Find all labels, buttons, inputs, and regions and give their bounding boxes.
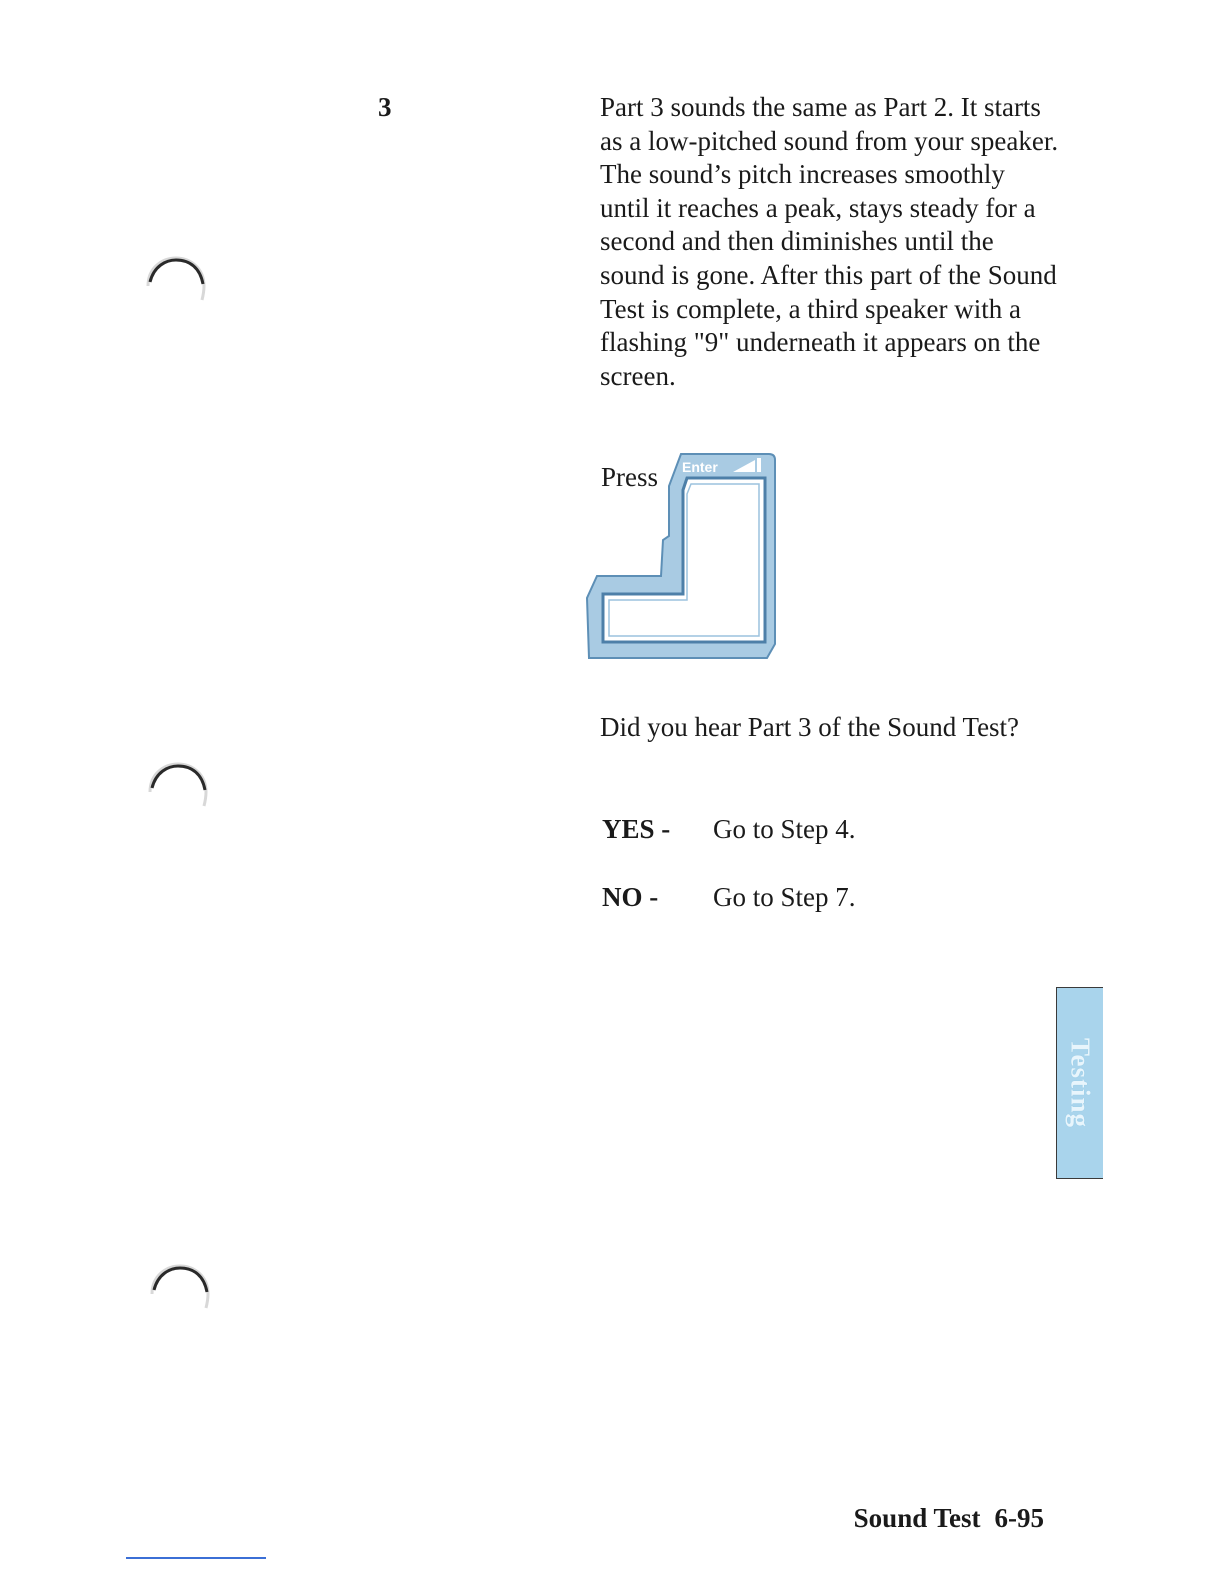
punch-hole-top	[146, 256, 206, 316]
answer-yes	[602, 812, 856, 846]
bottom-rule	[126, 1557, 266, 1559]
punch-hole-middle	[148, 762, 208, 822]
step-number: 3	[378, 92, 392, 122]
answer-yes-key: YES -	[602, 814, 671, 844]
enter-key-icon	[583, 448, 781, 662]
answer-no-action: Go to Step 7.	[713, 882, 856, 912]
section-tab	[1056, 987, 1103, 1179]
punch-hole-bottom	[150, 1264, 210, 1324]
enter-key-label: Enter	[682, 459, 718, 475]
answer-no	[602, 880, 856, 914]
answer-no-key: NO -	[602, 882, 659, 912]
step-description: Part 3 sounds the same as Part 2. It starts as a low-pitched sound from your speaker. The sound’s pitch increases smoothly until it reaches a peak, stays steady for a second and then diminishes until the sound is gone. After this part of the Sound Test is complete, a third speaker with a flashing "9" underneath it appears on the screen.	[600, 92, 1059, 391]
press-label: Press	[601, 462, 659, 492]
footer-page-number: 6-95	[994, 1503, 1044, 1533]
page-footer	[854, 1501, 1044, 1535]
footer-section-title: Sound Test	[853, 1503, 981, 1533]
answer-yes-action: Go to Step 4.	[713, 814, 856, 844]
section-tab-label: Testing	[1065, 1037, 1096, 1129]
question: Did you hear Part 3 of the Sound Test?	[600, 712, 1020, 742]
